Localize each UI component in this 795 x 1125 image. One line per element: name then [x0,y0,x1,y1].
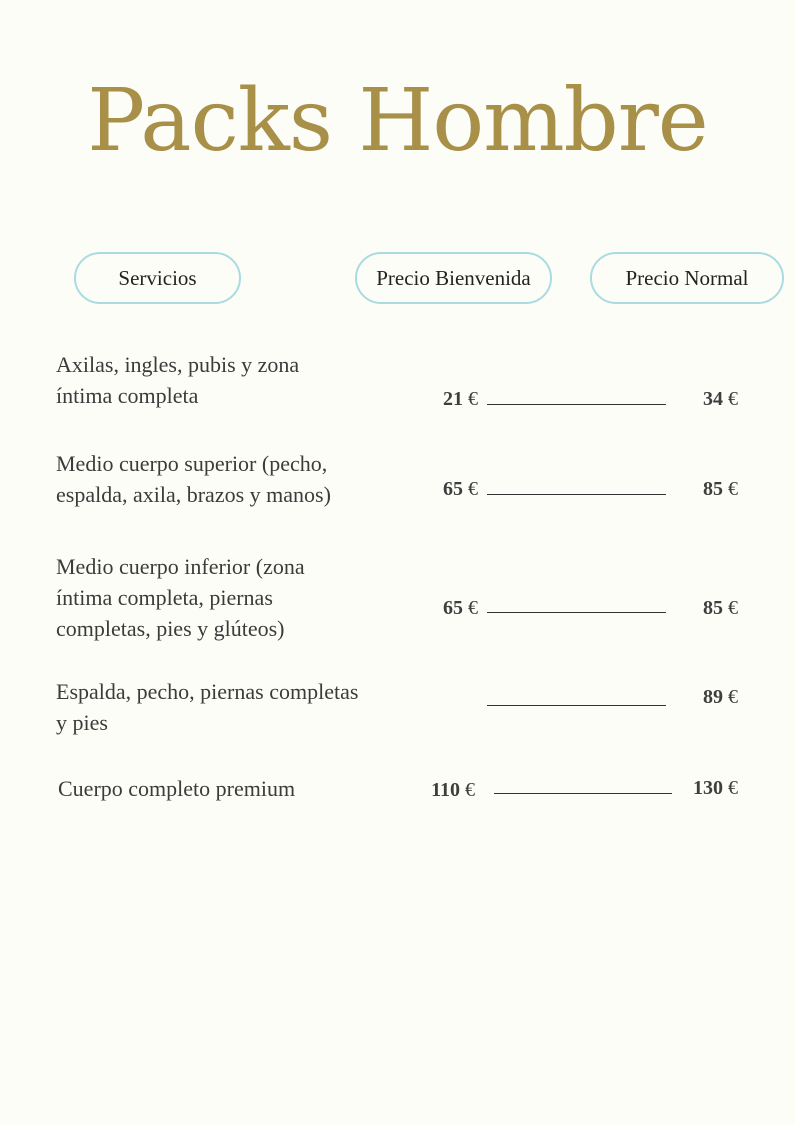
service-description [58,773,378,804]
welcome-price-value: 110 [431,779,460,801]
normal-price [678,388,738,411]
service-line: Axilas, ingles, pubis y zona [56,352,300,377]
header-bienvenida-pill [355,252,552,304]
page-title: Packs Hombre [87,71,708,171]
service-line: completas, pies y glúteos) [56,616,285,641]
currency-symbol: € [728,777,738,799]
header-normal-label: Precio Normal [625,265,749,290]
header-normal-pill [590,252,784,304]
normal-price-value: 89 [703,686,723,708]
price-leader-line [487,612,666,613]
currency-symbol: € [468,597,478,619]
service-description [56,676,386,738]
service-line: Cuerpo completo premium [58,776,296,801]
service-line: íntima completa [56,383,199,408]
currency-symbol: € [728,388,738,410]
normal-price-value: 85 [703,478,723,500]
normal-price-value: 85 [703,597,723,619]
service-line: y pies [56,710,108,735]
price-leader-line [487,404,666,405]
welcome-price [418,388,478,411]
welcome-price-value: 65 [443,597,463,619]
service-line: Espalda, pecho, piernas completas [56,679,359,704]
service-description [56,551,376,644]
currency-symbol: € [728,686,738,708]
welcome-price [418,478,478,501]
welcome-price-value: 65 [443,478,463,500]
header-servicios-label: Servicios [118,265,197,290]
currency-symbol: € [468,478,478,500]
currency-symbol: € [465,779,475,801]
normal-price [678,478,738,501]
service-description [56,349,376,411]
normal-price-value: 34 [703,388,723,410]
service-line: espalda, axila, brazos y manos) [56,482,331,507]
header-bienvenida-label: Precio Bienvenida [376,265,531,290]
price-leader-line [487,494,666,495]
currency-symbol: € [728,478,738,500]
service-line: Medio cuerpo superior (pecho, [56,451,328,476]
price-leader-line [494,793,672,794]
price-leader-line [487,705,666,706]
currency-symbol: € [728,597,738,619]
welcome-price [415,779,475,802]
currency-symbol: € [468,388,478,410]
welcome-price-value: 21 [443,388,463,410]
normal-price-value: 130 [693,777,723,799]
service-line: íntima completa, piernas [56,585,273,610]
welcome-price [418,597,478,620]
service-line: Medio cuerpo inferior (zona [56,554,305,579]
normal-price [678,686,738,709]
header-servicios-pill [74,252,241,304]
normal-price [678,597,738,620]
normal-price [678,777,738,800]
service-description [56,448,376,510]
